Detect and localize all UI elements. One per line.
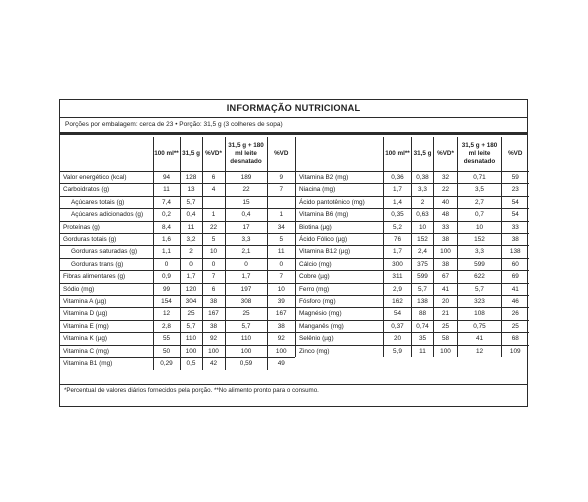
table-row: [60, 209, 295, 221]
nutrient-value: 40: [434, 196, 458, 208]
nutrient-value: 0,35: [384, 209, 412, 221]
nutrient-value: 2,4: [412, 246, 434, 258]
nutrient-value: 0,63: [412, 209, 434, 221]
nutrient-value: 0,4: [180, 209, 202, 221]
nutrient-value: 11: [180, 221, 202, 233]
nutrient-name: Gorduras trans (g): [60, 258, 153, 270]
nutrient-value: 33: [502, 221, 529, 233]
table-row: [60, 358, 295, 370]
nutrient-value: 41: [434, 283, 458, 295]
nutrient-value: 10: [412, 221, 434, 233]
nutrient-name: Cálcio (mg): [296, 258, 384, 270]
nutrient-value: 304: [180, 296, 202, 308]
nutrient-value: 0,71: [458, 172, 502, 184]
nutrient-value: [267, 196, 295, 208]
footnote: *Percentual de valores diários fornecidos pela porção. **No alimento pronto para o consumo.: [64, 387, 319, 394]
nutrient-value: 1,1: [153, 246, 180, 258]
nutrient-value: 152: [458, 234, 502, 246]
table-row: [296, 320, 529, 332]
nutrient-value: 1,4: [384, 196, 412, 208]
nutrient-value: 17: [225, 221, 267, 233]
nutrient-name: Fibras alimentares (g): [60, 271, 153, 283]
nutrient-header: [296, 137, 384, 172]
nutrient-value: 33: [434, 221, 458, 233]
nutrient-value: 32: [434, 172, 458, 184]
nutrient-value: 10: [458, 221, 502, 233]
nutrient-value: 8,4: [153, 221, 180, 233]
nutrient-value: 109: [502, 345, 529, 357]
nutrient-value: 11: [412, 345, 434, 357]
nutrient-value: 1,7: [384, 246, 412, 258]
nutrition-facts-panel: [59, 99, 528, 407]
nutrient-value: 0,74: [412, 320, 434, 332]
nutrient-value: 2: [180, 246, 202, 258]
nutrient-value: 0,2: [153, 209, 180, 221]
column-header: 100 ml**: [384, 137, 412, 172]
nutrient-value: 0,37: [384, 320, 412, 332]
nutrient-value: 0: [225, 258, 267, 270]
nutrient-value: 92: [202, 333, 225, 345]
nutrient-value: 41: [502, 283, 529, 295]
nutrient-value: 1,7: [180, 271, 202, 283]
nutrient-value: 55: [153, 333, 180, 345]
nutrient-value: 3,3: [458, 246, 502, 258]
nutrient-name: Vitamina A (µg): [60, 296, 153, 308]
nutrient-value: 3,3: [412, 184, 434, 196]
table-row: [60, 172, 295, 184]
nutrient-name: Vitamina K (µg): [60, 333, 153, 345]
nutrient-value: 20: [434, 296, 458, 308]
table-row: [296, 184, 529, 196]
nutrient-value: 38: [434, 234, 458, 246]
nutrient-value: 5,7: [180, 196, 202, 208]
nutrient-value: 20: [384, 333, 412, 345]
nutrient-value: 375: [412, 258, 434, 270]
nutrient-value: 167: [202, 308, 225, 320]
nutrient-value: 138: [502, 246, 529, 258]
nutrient-name: Açúcares totais (g): [60, 196, 153, 208]
nutrient-value: 100: [202, 345, 225, 357]
footnote-divider: [60, 384, 527, 385]
nutrient-value: 1,7: [225, 271, 267, 283]
nutrient-value: 3,3: [225, 234, 267, 246]
column-header: 31,5 g + 180 ml leite desnatado: [458, 137, 502, 172]
table-row: [60, 196, 295, 208]
table-row: [60, 345, 295, 357]
nutrient-name: Ferro (mg): [296, 283, 384, 295]
table-row: [296, 308, 529, 320]
nutrient-value: 110: [225, 333, 267, 345]
table-row: [296, 283, 529, 295]
table-row: [296, 246, 529, 258]
nutrient-value: 92: [267, 333, 295, 345]
nutrient-value: 152: [412, 234, 434, 246]
column-header: %VD: [502, 137, 529, 172]
nutrient-value: 38: [434, 258, 458, 270]
nutrient-value: 5: [267, 234, 295, 246]
nutrient-value: 39: [267, 296, 295, 308]
nutrient-value: 38: [267, 320, 295, 332]
nutrient-value: 1,6: [153, 234, 180, 246]
nutrient-value: 69: [502, 271, 529, 283]
table-row: [60, 333, 295, 345]
nutrient-value: 0,4: [225, 209, 267, 221]
nutrient-value: 59: [502, 172, 529, 184]
nutrient-value: 25: [225, 308, 267, 320]
nutrient-value: 323: [458, 296, 502, 308]
table-header-row: [296, 137, 529, 172]
nutrient-name: Manganês (mg): [296, 320, 384, 332]
nutrient-value: 0,59: [225, 358, 267, 370]
nutrient-value: 108: [458, 308, 502, 320]
nutrition-title: INFORMAÇÃO NUTRICIONAL: [226, 103, 361, 113]
nutrient-value: 2: [412, 196, 434, 208]
table-row: [60, 296, 295, 308]
nutrient-name: Vitamina B12 (µg): [296, 246, 384, 258]
table-row: [296, 209, 529, 221]
nutrient-value: 15: [225, 196, 267, 208]
nutrient-value: 100: [267, 345, 295, 357]
nutrient-value: 67: [434, 271, 458, 283]
nutrient-value: 22: [225, 184, 267, 196]
nutrient-value: 13: [180, 184, 202, 196]
nutrient-value: 41: [458, 333, 502, 345]
nutrient-value: 189: [225, 172, 267, 184]
nutrient-value: 12: [458, 345, 502, 357]
nutrient-value: 46: [502, 296, 529, 308]
column-header: %VD*: [434, 137, 458, 172]
table-row: [60, 234, 295, 246]
nutrient-value: 25: [502, 320, 529, 332]
nutrient-name: Vitamina B2 (mg): [296, 172, 384, 184]
table-row: [60, 271, 295, 283]
nutrient-value: 167: [267, 308, 295, 320]
nutrient-value: 10: [202, 246, 225, 258]
nutrient-value: 0,29: [153, 358, 180, 370]
column-header: 31,5 g: [412, 137, 434, 172]
nutrient-header: [60, 137, 153, 172]
nutrient-value: 3,5: [458, 184, 502, 196]
nutrient-value: 11: [267, 246, 295, 258]
nutrient-value: 308: [225, 296, 267, 308]
nutrient-value: 4: [202, 184, 225, 196]
nutrient-value: 54: [384, 308, 412, 320]
nutrition-table-right: [295, 137, 529, 357]
nutrient-name: Valor energético (kcal): [60, 172, 153, 184]
nutrient-value: 5,9: [384, 345, 412, 357]
nutrient-value: 12: [153, 308, 180, 320]
nutrient-value: 100: [434, 345, 458, 357]
table-row: [60, 184, 295, 196]
nutrient-name: Proteínas (g): [60, 221, 153, 233]
nutrient-name: Gorduras saturadas (g): [60, 246, 153, 258]
nutrient-value: 0: [267, 258, 295, 270]
table-row: [296, 296, 529, 308]
nutrient-name: Vitamina E (mg): [60, 320, 153, 332]
table-row: [296, 196, 529, 208]
nutrient-name: Fósforo (mg): [296, 296, 384, 308]
portion-info: Porções por embalagem: cerca de 23 • Porção: 31,5 g (3 colheres de sopa): [65, 121, 283, 128]
table-row: [296, 271, 529, 283]
column-header: 100 ml**: [153, 137, 180, 172]
nutrient-value: 38: [502, 234, 529, 246]
nutrient-value: 7: [202, 271, 225, 283]
nutrient-name: Niacina (mg): [296, 184, 384, 196]
nutrient-name: Ácido Fólico (µg): [296, 234, 384, 246]
table-row: [60, 308, 295, 320]
nutrient-value: 9: [267, 172, 295, 184]
nutrition-table-left: [60, 137, 295, 370]
nutrient-value: 23: [502, 184, 529, 196]
nutrient-value: 2,9: [384, 283, 412, 295]
nutrient-value: 5,7: [225, 320, 267, 332]
nutrient-value: 25: [180, 308, 202, 320]
nutrient-value: 99: [153, 283, 180, 295]
nutrient-value: 0,9: [153, 271, 180, 283]
nutrient-value: 26: [502, 308, 529, 320]
nutrient-value: 2,7: [458, 196, 502, 208]
table-row: [60, 320, 295, 332]
nutrient-name: Vitamina C (mg): [60, 345, 153, 357]
nutrient-value: 7,4: [153, 196, 180, 208]
nutrient-value: [202, 196, 225, 208]
nutrient-value: 5,7: [412, 283, 434, 295]
nutrient-value: 100: [180, 345, 202, 357]
table-row: [60, 246, 295, 258]
nutrient-value: 76: [384, 234, 412, 246]
column-header: %VD*: [202, 137, 225, 172]
nutrient-value: 38: [202, 296, 225, 308]
nutrient-value: 100: [225, 345, 267, 357]
nutrient-value: 0,5: [180, 358, 202, 370]
table-row: [296, 221, 529, 233]
nutrient-name: Vitamina B6 (mg): [296, 209, 384, 221]
table-row: [296, 234, 529, 246]
nutrient-value: 88: [412, 308, 434, 320]
nutrient-value: 2,1: [225, 246, 267, 258]
nutrient-value: 100: [434, 246, 458, 258]
nutrient-value: 1: [267, 209, 295, 221]
nutrient-value: 197: [225, 283, 267, 295]
nutrient-value: 54: [502, 209, 529, 221]
nutrient-value: 7: [267, 184, 295, 196]
nutrient-value: 0: [202, 258, 225, 270]
nutrient-name: Selênio (µg): [296, 333, 384, 345]
nutrient-name: Magnésio (mg): [296, 308, 384, 320]
nutrient-value: 54: [502, 196, 529, 208]
nutrient-name: Biotina (µg): [296, 221, 384, 233]
nutrient-name: Gorduras totais (g): [60, 234, 153, 246]
nutrient-value: 0: [153, 258, 180, 270]
nutrient-name: Vitamina B1 (mg): [60, 358, 153, 370]
nutrient-value: 10: [267, 283, 295, 295]
nutrient-value: 38: [202, 320, 225, 332]
nutrient-value: 2,8: [153, 320, 180, 332]
nutrient-value: 5,7: [180, 320, 202, 332]
nutrient-value: 21: [434, 308, 458, 320]
nutrient-value: 1,7: [384, 184, 412, 196]
nutrient-value: 35: [412, 333, 434, 345]
nutrient-name: Zinco (mg): [296, 345, 384, 357]
nutrient-value: 0: [180, 258, 202, 270]
nutrient-value: 11: [153, 184, 180, 196]
column-header: 31,5 g: [180, 137, 202, 172]
nutrient-value: 0,75: [458, 320, 502, 332]
nutrient-value: 5,7: [458, 283, 502, 295]
table-row: [60, 283, 295, 295]
nutrient-value: 300: [384, 258, 412, 270]
nutrient-value: 42: [202, 358, 225, 370]
nutrient-name: Sódio (mg): [60, 283, 153, 295]
nutrient-value: 3,2: [180, 234, 202, 246]
nutrient-name: Carboidratos (g): [60, 184, 153, 196]
nutrient-value: 1: [202, 209, 225, 221]
table-row: [296, 333, 529, 345]
nutrient-value: 0,7: [458, 209, 502, 221]
nutrient-value: 48: [434, 209, 458, 221]
nutrient-value: 128: [180, 172, 202, 184]
column-header: %VD: [267, 137, 295, 172]
nutrient-value: 34: [267, 221, 295, 233]
nutrient-value: 138: [412, 296, 434, 308]
nutrient-value: 58: [434, 333, 458, 345]
portion-divider: [60, 132, 527, 135]
nutrient-value: 49: [267, 358, 295, 370]
nutrient-name: Cobre (µg): [296, 271, 384, 283]
table-row: [60, 221, 295, 233]
column-header: 31,5 g + 180 ml leite desnatado: [225, 137, 267, 172]
title-divider: [60, 117, 527, 118]
nutrient-value: 162: [384, 296, 412, 308]
nutrient-value: 311: [384, 271, 412, 283]
nutrient-name: Açúcares adicionados (g): [60, 209, 153, 221]
nutrient-value: 50: [153, 345, 180, 357]
nutrient-value: 68: [502, 333, 529, 345]
nutrient-value: 0,36: [384, 172, 412, 184]
nutrient-value: 6: [202, 283, 225, 295]
nutrient-value: 5,2: [384, 221, 412, 233]
table-row: [296, 172, 529, 184]
nutrient-value: 110: [180, 333, 202, 345]
table-header-row: [60, 137, 295, 172]
nutrient-value: 599: [458, 258, 502, 270]
nutrient-name: Ácido pantotênico (mg): [296, 196, 384, 208]
table-row: [296, 258, 529, 270]
nutrient-name: Vitamina D (µg): [60, 308, 153, 320]
table-row: [296, 345, 529, 357]
nutrient-value: 0,38: [412, 172, 434, 184]
nutrient-value: 5: [202, 234, 225, 246]
nutrient-value: 6: [202, 172, 225, 184]
nutrient-value: 622: [458, 271, 502, 283]
nutrient-value: 94: [153, 172, 180, 184]
nutrient-value: 154: [153, 296, 180, 308]
nutrient-value: 60: [502, 258, 529, 270]
table-row: [60, 258, 295, 270]
nutrient-value: 599: [412, 271, 434, 283]
nutrient-value: 25: [434, 320, 458, 332]
nutrient-value: 120: [180, 283, 202, 295]
nutrient-value: 22: [202, 221, 225, 233]
nutrient-value: 7: [267, 271, 295, 283]
nutrient-value: 22: [434, 184, 458, 196]
